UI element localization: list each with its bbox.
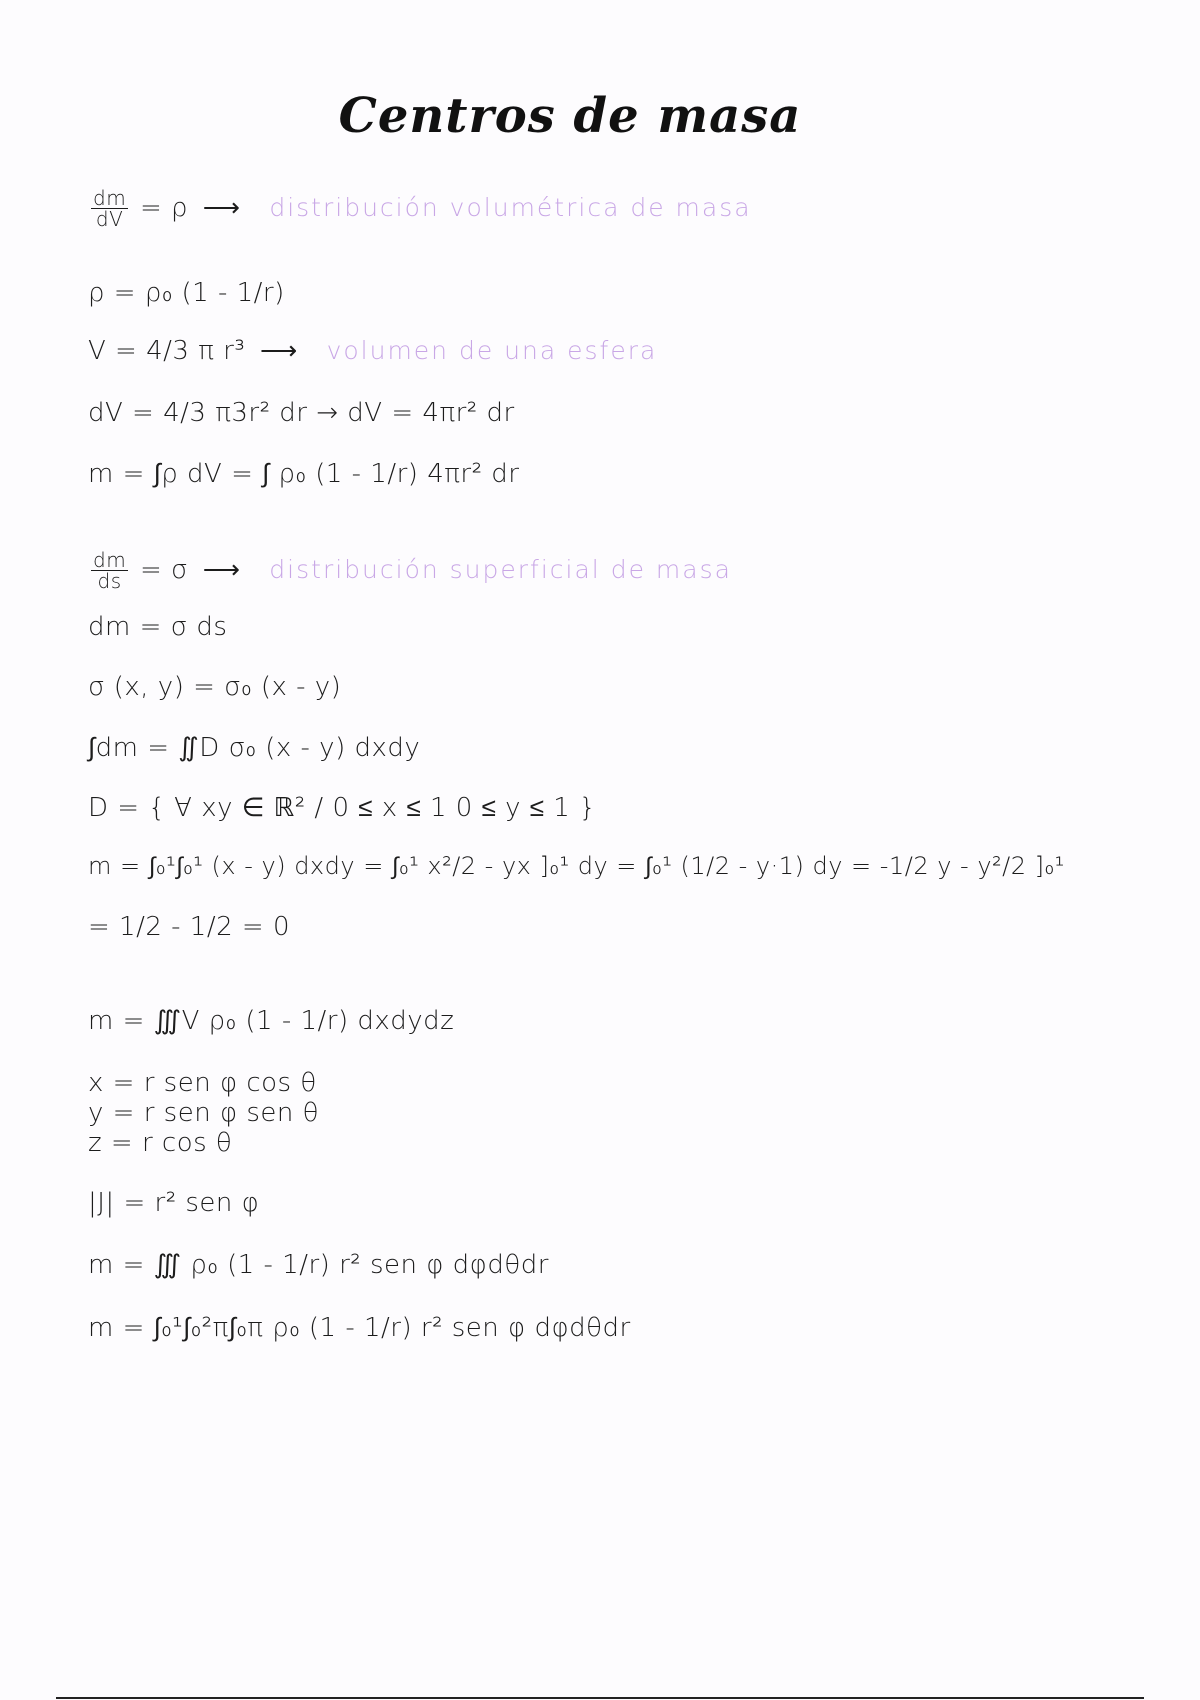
x-spherical: x = r sen φ cos θ bbox=[88, 1068, 317, 1098]
density-equals: = σ bbox=[139, 555, 188, 585]
dv-formula: dV = 4/3 π3r² dr → dV = 4πr² dr bbox=[88, 398, 515, 428]
surface-density-line bbox=[88, 550, 732, 591]
triple-integral-formula: m = ∭V ρ₀ (1 - 1/r) dxdydz bbox=[88, 1006, 455, 1036]
mass-result: = 1/2 - 1/2 = 0 bbox=[88, 912, 291, 942]
volume-formula: V = 4/3 π r³ bbox=[88, 336, 246, 366]
volumetric-note: distribución volumétrica de masa bbox=[269, 193, 752, 222]
jacobian-formula: |J| = r² sen φ bbox=[88, 1188, 260, 1218]
dm-dv-fraction bbox=[91, 188, 128, 229]
double-integral-formula: ∫dm = ∬D σ₀ (x - y) dxdy bbox=[88, 733, 421, 763]
arrow-icon: ⟶ bbox=[202, 555, 241, 585]
surface-note: distribución superficial de masa bbox=[269, 555, 732, 584]
arrow-icon: ⟶ bbox=[260, 336, 298, 366]
dm-ds-fraction bbox=[91, 550, 128, 591]
y-spherical: y = r sen φ sen θ bbox=[88, 1098, 320, 1128]
mass-volume-formula: m = ∫ρ dV = ∫ ρ₀ (1 - 1/r) 4πr² dr bbox=[88, 459, 520, 489]
spherical-mass-limits: m = ∫₀¹∫₀²π∫₀π ρ₀ (1 - 1/r) r² sen φ dφdθdr bbox=[88, 1313, 631, 1343]
spherical-mass-formula: m = ∭ ρ₀ (1 - 1/r) r² sen φ dφdθdr bbox=[88, 1250, 549, 1280]
volume-note: volumen de una esfera bbox=[326, 336, 658, 365]
page-title: Centros de masa bbox=[338, 88, 802, 144]
dm-formula: dm = σ ds bbox=[88, 612, 228, 642]
mass-calculation: m = ∫₀¹∫₀¹ (x - y) dxdy = ∫₀¹ x²/2 - yx ]₀¹ dy = ∫₀¹ (1/2 - y·1) dy = -1/2 y - y²/2 ]₀¹ bbox=[88, 852, 1065, 880]
domain-definition: D = { ∀ xy ∈ ℝ² / 0 ≤ x ≤ 1 0 ≤ y ≤ 1 } bbox=[88, 793, 597, 823]
footer-divider bbox=[56, 1697, 1144, 1699]
sigma-formula: σ (x, y) = σ₀ (x - y) bbox=[88, 672, 342, 702]
fraction-denominator: ds bbox=[97, 569, 122, 593]
fraction-numerator: dm bbox=[93, 186, 127, 210]
volume-line bbox=[88, 336, 657, 366]
volumetric-density-line bbox=[88, 188, 752, 229]
fraction-denominator: dV bbox=[95, 207, 124, 231]
fraction-numerator: dm bbox=[93, 548, 127, 572]
z-spherical: z = r cos θ bbox=[88, 1128, 233, 1158]
arrow-icon: ⟶ bbox=[202, 193, 241, 223]
rho-formula: ρ = ρ₀ (1 - 1/r) bbox=[88, 278, 285, 308]
density-equals: = ρ bbox=[139, 193, 189, 223]
